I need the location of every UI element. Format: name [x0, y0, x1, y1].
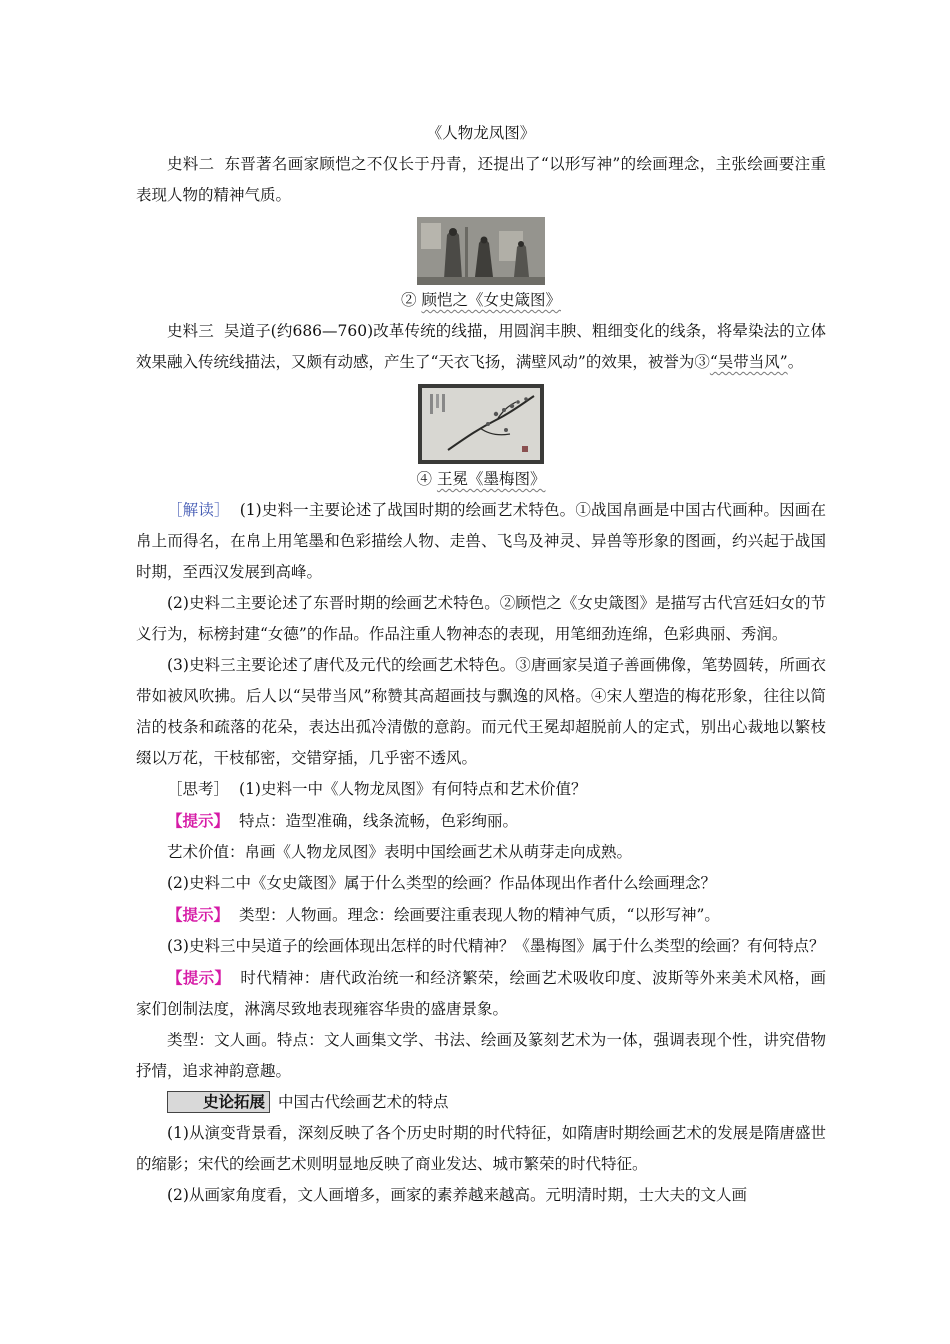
interpretation-paragraph-2: (2)史料二主要论述了东晋时期的绘画艺术特色。②顾恺之《女史箴图》是描写古代宫廷妇女的节义行为，标榜封建“女德”的作品。作品注重人物神态的表现，用笔细劲连绵，色彩典丽、秀润。: [136, 594, 826, 643]
extension-paragraph-1: (1)从演变背景看，深刻反映了各个历史时期的时代特征，如隋唐时期绘画艺术的发展是隋唐盛世的缩影；宋代的绘画艺术则明显地反映了商业发达、城市繁荣的时代特征。: [136, 1124, 826, 1173]
extension-paragraph-2: (2)从画家角度看，文人画增多，画家的素养越来越高。元明清时期，士大夫的文人画: [167, 1186, 747, 1204]
history-extension-badge: 史论拓展: [167, 1091, 270, 1113]
source-3-paragraph: 史料三 吴道子(约686—760)改革传统的线描，用圆润丰腴、粗细变化的线条，将晕染法的立体效果融入传统线描法，又颇有动感，产生了“天衣飞扬，满壁风动”的效果，被誉为③“吴带当风”。: [136, 322, 826, 371]
history-extension-heading: [136, 1087, 826, 1118]
thinking-label: ［思考］: [167, 780, 230, 798]
thinking-question-2: (2)史料二中《女史箴图》属于什么类型的绘画？作品体现出作者什么绘画理念？: [167, 874, 716, 892]
interpretation-label: ［解读］: [167, 501, 230, 519]
figure-caption-2: ② 顾恺之《女史箴图》: [401, 291, 561, 309]
source-2-text: 东晋著名画家顾恺之不仅长于丹青，还提出了“以形写神”的绘画理念，主张绘画要注重表现人物的精神气质。: [136, 155, 826, 204]
hint-1: 【提示】 特点：造型准确，线条流畅，色彩绚丽。: [167, 811, 519, 830]
document-body: [136, 118, 826, 1211]
figure-caption-3-text: 王冕《墨梅图》: [436, 470, 546, 488]
source-3-quote: “吴带当风”: [709, 353, 788, 371]
source-2-paragraph: [136, 149, 826, 211]
painting-nushi-zhen-tu: [417, 217, 545, 285]
hint-1-continued: 艺术价值：帛画《人物龙凤图》表明中国绘画艺术从萌芽走向成熟。: [167, 843, 633, 861]
hint-3-continued: 类型：文人画。特点：文人画集文学、书法、绘画及篆刻艺术为一体，强调表现个性，讲究借物抒情，追求神韵意趣。: [136, 1031, 826, 1080]
interpretation-paragraph-1: ［解读］ (1)史料一主要论述了战国时期的绘画艺术特色。①战国帛画是中国古代画种。因画在帛上而得名，在帛上用笔墨和色彩描绘人物、走兽、飞鸟及神灵、异兽等形象的图画，约兴起于战国时期，至西汉发展到高峰。: [136, 501, 826, 581]
source-3-label: 史料三: [167, 322, 214, 340]
hint-label: 【提示】: [167, 905, 230, 924]
figure-caption-2-text: 顾恺之《女史箴图》: [421, 291, 561, 309]
source-2-label: 史料二: [167, 155, 215, 173]
hint-label: 【提示】: [167, 811, 230, 830]
painting-mo-mei-tu: [418, 384, 544, 464]
figure-caption-3: ④ 王冕《墨梅图》: [416, 470, 546, 488]
thinking-question-3: (3)史料三中吴道子的绘画体现出怎样的时代精神？《墨梅图》属于什么类型的绘画？有何特点？: [167, 937, 825, 955]
thinking-question-1: ［思考］ (1)史料一中《人物龙凤图》有何特点和艺术价值？: [167, 780, 587, 798]
history-extension-title: 中国古代绘画艺术的特点: [278, 1093, 449, 1111]
hint-3: 【提示】 时代精神：唐代政治统一和经济繁荣，绘画艺术吸收印度、波斯等外来美术风格，画家们创制法度，淋漓尽致地表现雍容华贵的盛唐景象。: [136, 968, 826, 1018]
hint-2: 【提示】 类型：人物画。理念：绘画要注重表现人物的精神气质，“以形写神”。: [167, 905, 720, 924]
figure-caption-1: 《人物龙凤图》: [426, 124, 536, 142]
interpretation-paragraph-3: (3)史料三主要论述了唐代及元代的绘画艺术特色。③唐画家吴道子善画佛像，笔势圆转，所画衣带如被风吹拂。后人以“吴带当风”称赞其高超画技与飘逸的风格。④宋人塑造的梅花形象，往往以简洁的枝条和疏落的花朵，表达出孤冷清傲的意韵。而元代王冕却超脱前人的定式，别出心裁地以繁枝缀以万花，干枝郁密，交错穿插，几乎密不透风。: [136, 656, 826, 767]
source-3-text: 吴道子(约686—760)改革传统的线描，用圆润丰腴、粗细变化的线条，将晕染法的立体效果融入传统线描法，又颇有动感，产生了“天衣飞扬，满壁风动”的效果，被誉为: [136, 322, 826, 371]
hint-label: 【提示】: [167, 968, 231, 987]
